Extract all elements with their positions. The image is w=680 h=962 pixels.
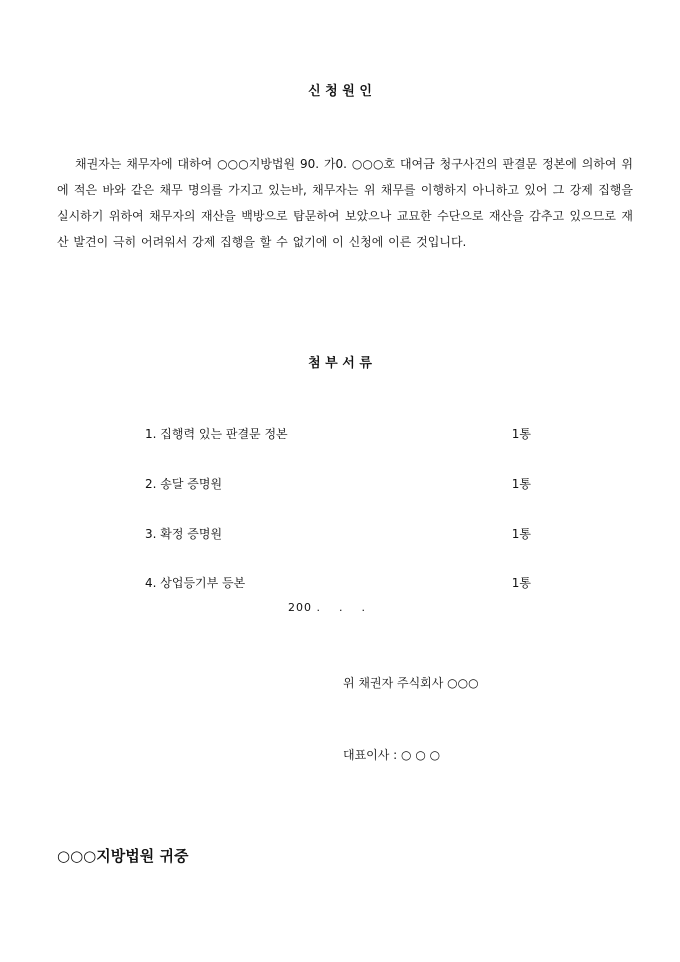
attachment-count: 1통 [511, 527, 531, 541]
attachment-item [145, 574, 531, 592]
attachment-count: 1통 [511, 427, 531, 441]
date-line: 200 . . . [288, 601, 366, 614]
section-title-applicant: 신 청 원 인 [308, 84, 372, 99]
body-paragraph: 채권자는 채무자에 대하여 ○○○지방법원 90. 가0. ○○○호 대여금 청구사건의 판결문 정본에 의하여 위에 적은 바와 같은 채무 명의를 가지고 있는바, 채무자는 위 채무를 이행하지 아니하고 있어 그 강제 집행을 실시하기 위하여 채무자의 재산을 백방으로 탐문하여 보았으나 교묘한 수단으로 재산을 감추고 있으므로 재산 발견이 극히 어려워서 강제 집행을 할 수 없기에 이 신청에 이른 것입니다. [57, 157, 633, 249]
representative-signature: 대표이사 : ○ ○ ○ [343, 748, 441, 762]
creditor-signature: 위 채권자 주식회사 ○○○ [343, 676, 479, 690]
attachment-label: 4. 상업등기부 등본 [145, 576, 246, 590]
attachments-title: 첨 부 서 류 [308, 356, 372, 371]
attachment-count: 1통 [511, 477, 531, 491]
attachment-label: 3. 확정 증명원 [145, 527, 223, 541]
attachment-label: 2. 송달 증명원 [145, 477, 223, 491]
attachment-item [145, 475, 531, 493]
attachment-item [145, 425, 531, 443]
attachment-count: 1통 [511, 576, 531, 590]
attachment-label: 1. 집행력 있는 판결문 정본 [145, 427, 288, 441]
court-addressee: ○○○지방법원 귀중 [57, 847, 189, 865]
attachment-item [145, 525, 531, 543]
